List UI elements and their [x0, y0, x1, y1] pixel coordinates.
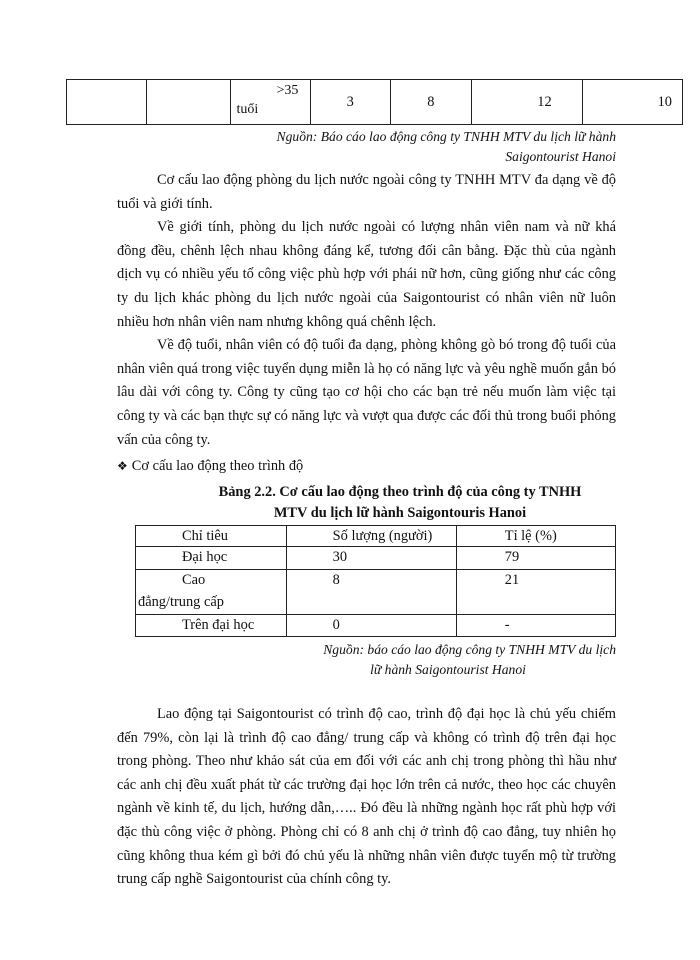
table-cell: 10 [582, 80, 682, 125]
header-percent: Tỉ lệ (%) [456, 526, 615, 547]
source-note-line: Nguồn: báo cáo lao động công ty TNHH MTV du lịch [323, 642, 616, 657]
paragraph-gender: Về giới tính, phòng du lịch nước ngoài có lượng nhân viên nam và nữ khá đồng đều, chênh lệch nhau không đáng kể, tương đối cân bằng. Đặc thù của ngành dịch vụ có nhiều yếu tố công việc phù hợp với phái nữ hơn, cũng giống như các công ty du lịch khác phòng du lịch nước ngoài của Saigontourist có nhân viên nữ luôn nhiều hơn nhân viên nam nhưng không quá chênh lệch. [117, 219, 616, 330]
paragraph-age-gender: Cơ cấu lao động phòng du lịch nước ngoài công ty TNHH MTV đa dạng về độ tuổi và giới tính. [117, 172, 616, 212]
bullet-heading [117, 455, 517, 479]
table-row [67, 80, 683, 125]
source-note-line: Saigontourist Hanoi [505, 149, 616, 164]
age-group-cell [230, 80, 310, 125]
row-label [136, 570, 287, 615]
age-group-value: >35 [276, 83, 299, 98]
header-criteria: Chỉ tiêu [136, 526, 287, 547]
header-count: Số lượng (người) [286, 526, 456, 547]
row-percent: 21 [456, 570, 615, 615]
age-table-fragment [66, 79, 683, 125]
table-cell: 12 [471, 80, 582, 125]
row-label-line: đẳng/trung cấp [138, 594, 224, 610]
row-count: 8 [286, 570, 456, 615]
row-percent: - [456, 615, 615, 637]
row-label-line: Cao [182, 572, 206, 588]
paragraph-education-level: Lao động tại Saigontourist có trình độ cao, trình độ đại học là chủ yếu chiếm đến 79%, còn lại là trình độ cao đẳng/ trung cấp và không có trình độ trên đại học trong phòng. Theo như khảo sát của em đối với các anh chị trong phòng thì hầu như các anh chị đều xuất phát từ các trường đại học lớn trên cả nước, theo học các chuyên ngành về kinh tế, du lịch, hướng dẫn,….. Đó đều là những ngành học rất phù hợp với đặc thù công việc ở phòng. Phòng chỉ có 8 anh chị ở trình độ cao đẳng, tuy nhiên họ cũng không thua kém gì bởi đó chủ yếu là những nhân viên được tuyển mộ từ trường trung cấp nghề Saigontourist của chính công ty. [117, 706, 616, 888]
table-cell: 8 [391, 80, 472, 125]
source-note-2 [270, 640, 616, 680]
table-cell: 3 [310, 80, 391, 125]
table-row [136, 615, 616, 637]
source-note-1 [200, 127, 616, 167]
row-label: Trên đại học [136, 615, 287, 637]
row-percent: 79 [456, 547, 615, 570]
row-label: Đại học [136, 547, 287, 570]
row-count: 30 [286, 547, 456, 570]
table-row [136, 570, 616, 615]
row-count: 0 [286, 615, 456, 637]
education-level-table [135, 525, 616, 637]
source-note-line: lữ hành Saigontourist Hanoi [370, 662, 526, 677]
table-header-row [136, 526, 616, 547]
table-title [160, 482, 640, 524]
table-cell [67, 80, 147, 125]
body-text-block-1 [117, 169, 616, 452]
table-title-line: Bảng 2.2. Cơ cấu lao động theo trình độ của công ty TNHH [218, 484, 582, 500]
paragraph-age: Về độ tuổi, nhân viên có độ tuổi đa dạng, phòng không gò bó trong độ tuổi của nhân viên quá trong việc tuyển dụng miễn là họ có năng lực và yêu nghề muốn gắn bó lâu dài với công ty. Công ty cũng tạo cơ hội cho các bạn trẻ nếu muốn làm việc tại công ty và các bạn thực sự có năng lực và vượt qua được các đối thủ trong buổi phỏng vấn của công ty. [117, 337, 616, 448]
table-title-line: MTV du lịch lữ hành Saigontouris Hanoi [273, 505, 527, 521]
source-note-line: Nguồn: Báo cáo lao động công ty TNHH MTV du lịch lữ hành [276, 129, 616, 144]
table-row [136, 547, 616, 570]
body-text-block-2 [117, 703, 616, 892]
age-group-unit: tuổi [236, 102, 259, 117]
bullet-heading-text: Cơ cấu lao động theo trình độ [131, 458, 304, 474]
table-cell [146, 80, 230, 125]
diamond-bullet-icon: ❖ [117, 459, 128, 473]
